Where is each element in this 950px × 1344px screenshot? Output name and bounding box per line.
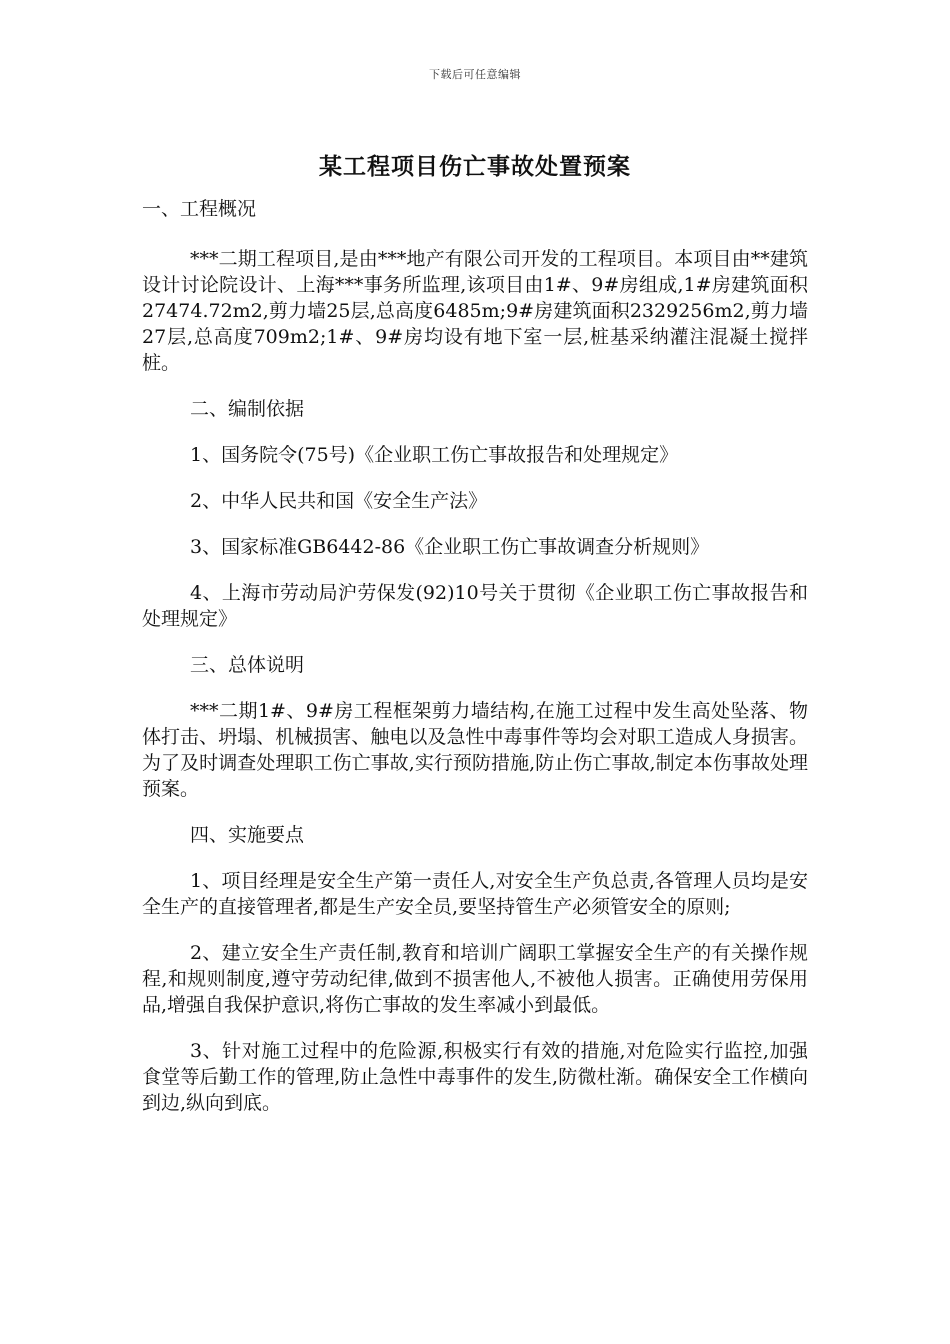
basis-item-3: 3、国家标准GB6442-86《企业职工伤亡事故调查分析规则》	[190, 536, 710, 558]
point-item-2: 2、建立安全生产责任制,教育和培训广阔职工掌握安全生产的有关操作规程,和规则制度,遵守劳动纪律,做到不损害他人,不被他人损害。正确使用劳保用品,增强自我保护意识,将伤亡事故的发生率减小到最低。	[142, 942, 808, 1016]
header-note: 下载后可任意编辑	[429, 68, 521, 81]
section-heading-general: 三、总体说明	[190, 654, 305, 676]
paragraph-overview: ***二期工程项目,是由***地产有限公司开发的工程项目。本项目由**建筑设计讨论院设计、上海***事务所监理,该项目由1#、9#房组成,1#房建筑面积27474.72m2,剪力墙25层,总高度6485m;9#房建筑面积2329256m2,剪力墙27层,总高度709m2;1#、9#房均设有地下室一层,桩基采纳灌注混凝土搅拌桩。	[142, 248, 808, 374]
section-heading-points: 四、实施要点	[190, 824, 305, 846]
point-item-3: 3、针对施工过程中的危险源,积极实行有效的措施,对危险实行监控,加强食堂等后勤工作的管理,防止急性中毒事件的发生,防微杜渐。确保安全工作横向到边,纵向到底。	[142, 1040, 808, 1114]
document-title: 某工程项目伤亡事故处置预案	[319, 153, 631, 180]
basis-item-2: 2、中华人民共和国《安全生产法》	[190, 490, 488, 512]
point-item-1: 1、项目经理是安全生产第一责任人,对安全生产负总责,各管理人员均是安全生产的直接管理者,都是生产安全员,要坚持管生产必须管安全的原则;	[142, 870, 808, 918]
basis-item-1: 1、国务院令(75号)《企业职工伤亡事故报告和处理规定》	[190, 444, 679, 466]
section-heading-overview: 一、工程概况	[142, 198, 257, 220]
document-body	[142, 196, 808, 1136]
section-heading-basis: 二、编制依据	[190, 398, 305, 420]
paragraph-general: ***二期1#、9#房工程框架剪力墙结构,在施工过程中发生高处坠落、物体打击、坍塌、机械损害、触电以及急性中毒事件等均会对职工造成人身损害。为了及时调查处理职工伤亡事故,实行预防措施,防止伤亡事故,制定本伤事故处理预案。	[142, 700, 808, 800]
basis-item-4: 4、上海市劳动局沪劳保发(92)10号关于贯彻《企业职工伤亡事故报告和处理规定》	[142, 582, 808, 630]
